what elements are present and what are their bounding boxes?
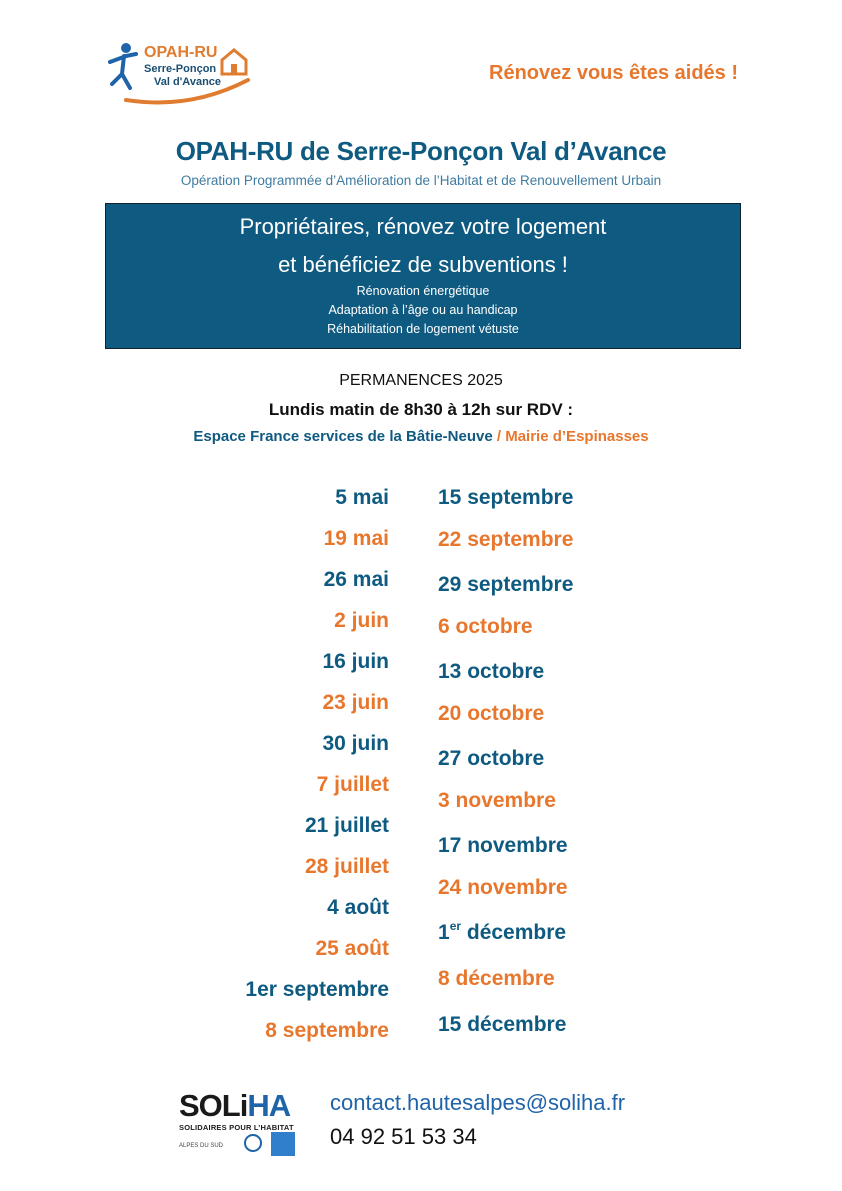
date-day: 1 [438,921,450,944]
soliha-brand [179,1088,290,1124]
date-item: 13 octobre [438,660,545,683]
date-item: 6 octobre [438,615,533,638]
date-item: 29 septembre [438,573,574,596]
certification-badge-icon [244,1134,262,1152]
date-item: 17 novembre [438,834,568,857]
contact-phone[interactable]: 04 92 51 53 34 [330,1124,477,1149]
date-item: 27 octobre [438,747,545,770]
date-item: 8 septembre [265,1019,389,1042]
date-item: 23 juin [322,691,389,714]
date-ordinal: er [449,919,462,933]
date-item: 16 juin [322,650,389,673]
date-item: 15 septembre [438,486,574,509]
place-batie-neuve: Espace France services de la Bâtie-Neuve [193,428,493,445]
date-item: 19 mai [323,527,389,550]
permanences-hours: Lundis matin de 8h30 à 12h sur RDV : [268,400,574,419]
date-item [438,921,566,945]
date-item: 8 décembre [438,967,555,990]
logo-title: OPAH-RU [144,44,218,61]
date-item: 2 juin [334,609,389,632]
tagline: Rénovez vous êtes aidés ! [489,62,738,84]
brand-accent: HA [247,1088,291,1123]
banner-headline-1: Propriétaires, rénovez votre logement [239,214,607,239]
permanences-title: PERMANENCES 2025 [339,372,503,389]
label-badge-icon [271,1132,295,1156]
brand-main: SOLi [179,1088,248,1123]
banner-item: Rénovation énergétique [356,284,490,298]
date-item: 1er septembre [245,978,389,1001]
date-item: 4 août [327,896,389,919]
date-item: 22 septembre [438,528,574,551]
soliha-region: ALPES DU SUD [179,1143,224,1149]
date-item: 15 décembre [438,1013,567,1036]
page-title: OPAH-RU de Serre-Ponçon Val d’Avance [175,136,667,166]
logo-line-1: Serre-Ponçon [144,63,217,75]
date-item: 25 août [315,937,389,960]
date-item: 20 octobre [438,702,545,725]
banner-item: Réhabilitation de logement vétuste [327,322,519,336]
contact-email[interactable]: contact.hautesalpes@soliha.fr [330,1090,626,1115]
date-item: 21 juillet [304,814,389,837]
page-subtitle: Opération Programmée d’Amélioration de l’Habitat et de Renouvellement Urbain [180,173,662,188]
date-month: décembre [461,921,567,944]
info-banner [105,203,741,349]
date-item: 5 mai [335,486,389,509]
date-item: 30 juin [322,732,389,755]
permanences-places [0,428,842,445]
date-item: 24 novembre [438,876,568,899]
logo-line-2: Val d'Avance [154,76,222,88]
place-espinasses: / Mairie d’Espinasses [496,428,649,445]
date-item: 26 mai [323,568,389,591]
soliha-tagline: SOLIDAIRES POUR L’HABITAT [179,1123,294,1132]
soliha-logo [175,1088,300,1168]
date-item: 28 juillet [304,855,389,878]
date-item: 7 juillet [316,773,389,796]
opah-ru-logo [100,40,260,106]
date-item: 3 novembre [438,789,556,812]
banner-item: Adaptation à l’âge ou au handicap [328,303,518,317]
banner-headline-2: et bénéficiez de subventions ! [278,252,568,277]
